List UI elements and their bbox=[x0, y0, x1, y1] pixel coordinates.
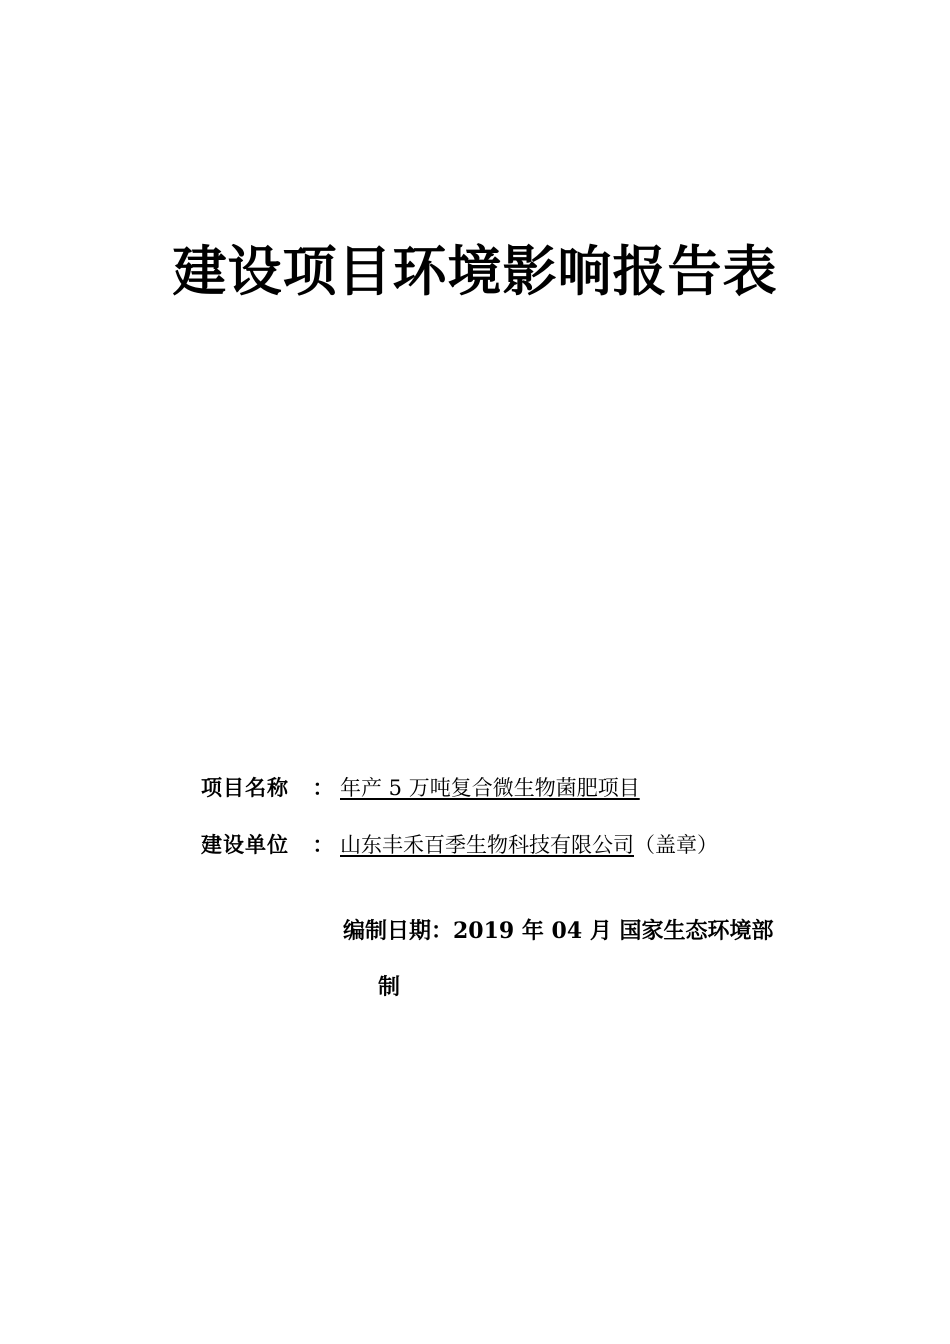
project-name-colon: ： bbox=[312, 775, 334, 800]
project-name-row bbox=[201, 772, 640, 804]
compile-date-line: 编制日期：2019 年 04 月 国家生态环境部 bbox=[343, 918, 774, 944]
builder-label: 建设单位 bbox=[201, 832, 289, 857]
project-name-label: 项目名称 bbox=[201, 775, 289, 800]
seal-note: （盖章） bbox=[634, 833, 718, 857]
project-name-value: 年产 5 万吨复合微生物菌肥项目 bbox=[340, 776, 640, 800]
builder-colon: ： bbox=[312, 832, 334, 857]
builder-value: 山东丰禾百季生物科技有限公司 bbox=[340, 833, 634, 857]
builder-row bbox=[201, 829, 718, 861]
document-title: 建设项目环境影响报告表 bbox=[172, 240, 778, 303]
compile-date-line-continued: 制 bbox=[378, 974, 401, 1000]
